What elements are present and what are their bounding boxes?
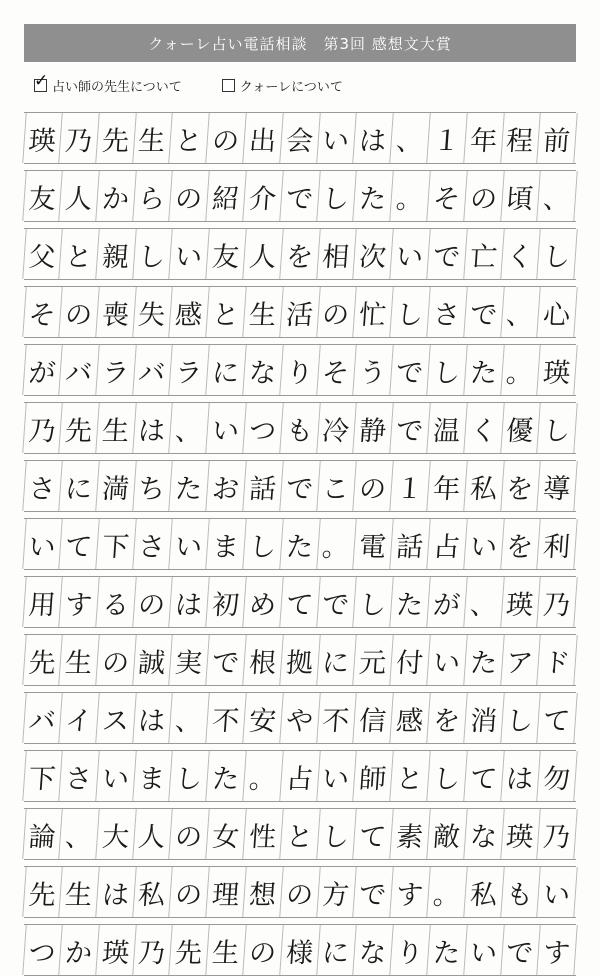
grid-cell: く <box>501 229 541 279</box>
essay-line <box>24 634 576 686</box>
grid-cell: は <box>501 751 541 801</box>
grid-cell: 用 <box>22 577 62 627</box>
grid-cell: の <box>206 113 246 163</box>
grid-cell: い <box>22 519 62 569</box>
grid-cell: は <box>133 693 173 743</box>
grid-cell: と <box>390 751 430 801</box>
grid-cell: な <box>464 809 504 859</box>
grid-cell: い <box>206 403 246 453</box>
grid-cell: で <box>390 403 430 453</box>
grid-cell: 程 <box>501 113 541 163</box>
grid-cell: 占 <box>427 519 467 569</box>
grid-cell: の <box>317 287 357 337</box>
grid-cell: ア <box>501 635 541 685</box>
grid-cell: か <box>59 925 99 975</box>
grid-cell: 、 <box>169 403 209 453</box>
grid-cell: で <box>206 635 246 685</box>
grid-cell: 乃 <box>59 113 99 163</box>
grid-cell: 生 <box>206 925 246 975</box>
grid-cell: 先 <box>59 403 99 453</box>
grid-cell: は <box>353 113 393 163</box>
grid-cell: 実 <box>169 635 209 685</box>
grid-cell: に <box>317 635 357 685</box>
grid-cell: 。 <box>390 171 430 221</box>
grid-cell: を <box>427 693 467 743</box>
grid-cell: 生 <box>59 635 99 685</box>
grid-cell: 先 <box>22 635 62 685</box>
grid-cell: 話 <box>390 519 430 569</box>
grid-cell: の <box>243 925 283 975</box>
grid-cell: と <box>59 229 99 279</box>
grid-cell: １ <box>427 113 467 163</box>
grid-cell: し <box>427 751 467 801</box>
grid-cell: る <box>96 577 136 627</box>
grid-cell: て <box>280 577 320 627</box>
grid-cell: 方 <box>317 867 357 917</box>
grid-cell: 乃 <box>133 925 173 975</box>
grid-cell: 亡 <box>464 229 504 279</box>
grid-cell: 想 <box>243 867 283 917</box>
grid-cell: 。 <box>501 345 541 395</box>
grid-cell: い <box>317 751 357 801</box>
grid-cell: の <box>169 809 209 859</box>
grid-cell: 満 <box>96 461 136 511</box>
grid-cell: で <box>464 287 504 337</box>
option-cuore-label: クォーレについて <box>239 79 343 95</box>
grid-cell: で <box>317 577 357 627</box>
grid-cell: 友 <box>22 171 62 221</box>
grid-cell: い <box>464 519 504 569</box>
grid-cell: 元 <box>353 635 393 685</box>
grid-cell: 瑛 <box>501 809 541 859</box>
grid-cell: 、 <box>169 693 209 743</box>
grid-cell: た <box>427 925 467 975</box>
grid-cell: た <box>353 171 393 221</box>
essay-line <box>24 170 576 222</box>
grid-cell: 生 <box>133 113 173 163</box>
grid-cell: バ <box>133 345 173 395</box>
grid-cell: 瑛 <box>537 345 577 395</box>
grid-cell: 頃 <box>501 171 541 221</box>
grid-cell: 拠 <box>280 635 320 685</box>
grid-cell: 父 <box>22 229 62 279</box>
grid-cell: し <box>243 519 283 569</box>
grid-cell: 不 <box>317 693 357 743</box>
grid-cell: い <box>169 229 209 279</box>
grid-cell: さ <box>59 751 99 801</box>
grid-cell: つ <box>22 925 62 975</box>
grid-cell: 静 <box>353 403 393 453</box>
form-header <box>24 24 576 62</box>
grid-cell: し <box>353 577 393 627</box>
grid-cell: 話 <box>243 461 283 511</box>
grid-cell: た <box>464 345 504 395</box>
grid-cell: 、 <box>501 287 541 337</box>
essay-grid <box>24 112 576 976</box>
grid-cell: 導 <box>537 461 577 511</box>
option-teacher-label: 占い師の先生について <box>52 79 182 95</box>
grid-cell: 安 <box>243 693 283 743</box>
grid-cell: お <box>206 461 246 511</box>
topic-options <box>34 70 574 96</box>
grid-cell: な <box>243 345 283 395</box>
grid-cell: も <box>501 867 541 917</box>
grid-cell: 利 <box>537 519 577 569</box>
grid-cell: 敵 <box>427 809 467 859</box>
grid-cell: 勿 <box>537 751 577 801</box>
grid-cell: し <box>317 809 357 859</box>
grid-cell: 師 <box>353 751 393 801</box>
essay-line <box>24 750 576 802</box>
grid-cell: 人 <box>133 809 173 859</box>
grid-cell: 、 <box>59 809 99 859</box>
grid-cell: 先 <box>96 113 136 163</box>
grid-cell: 私 <box>133 867 173 917</box>
grid-cell: で <box>427 229 467 279</box>
grid-cell: ド <box>537 635 577 685</box>
grid-cell: 次 <box>353 229 393 279</box>
grid-cell: 素 <box>390 809 430 859</box>
grid-cell: め <box>243 577 283 627</box>
essay-line <box>24 228 576 280</box>
grid-cell: の <box>59 287 99 337</box>
grid-cell: り <box>390 925 430 975</box>
grid-cell: で <box>280 171 320 221</box>
grid-cell: １ <box>390 461 430 511</box>
grid-cell: 出 <box>243 113 283 163</box>
grid-cell: 女 <box>206 809 246 859</box>
grid-cell: た <box>464 635 504 685</box>
grid-cell: 論 <box>22 809 62 859</box>
grid-cell: て <box>537 693 577 743</box>
grid-cell: そ <box>427 171 467 221</box>
grid-cell: は <box>169 577 209 627</box>
grid-cell: 、 <box>464 577 504 627</box>
grid-cell: 相 <box>317 229 357 279</box>
grid-cell: で <box>501 925 541 975</box>
grid-cell: 介 <box>243 171 283 221</box>
grid-cell: や <box>280 693 320 743</box>
option-cuore[interactable] <box>222 76 343 95</box>
grid-cell: て <box>59 519 99 569</box>
grid-cell: さ <box>427 287 467 337</box>
grid-cell: が <box>22 345 62 395</box>
grid-cell: な <box>353 925 393 975</box>
option-teacher[interactable] <box>34 70 182 95</box>
grid-cell: の <box>280 867 320 917</box>
grid-cell: の <box>169 171 209 221</box>
grid-cell: 忙 <box>353 287 393 337</box>
grid-cell: て <box>464 751 504 801</box>
grid-cell: に <box>59 461 99 511</box>
grid-cell: ま <box>133 751 173 801</box>
grid-cell: 感 <box>169 287 209 337</box>
grid-cell: 活 <box>280 287 320 337</box>
grid-cell: を <box>501 519 541 569</box>
grid-cell: 下 <box>96 519 136 569</box>
grid-cell: 下 <box>22 751 62 801</box>
grid-cell: 瑛 <box>96 925 136 975</box>
grid-cell: ラ <box>169 345 209 395</box>
grid-cell: 先 <box>169 925 209 975</box>
grid-cell: 紹 <box>206 171 246 221</box>
grid-cell: す <box>537 925 577 975</box>
essay-line <box>24 576 576 628</box>
grid-cell: 冷 <box>317 403 357 453</box>
grid-cell: 。 <box>427 867 467 917</box>
grid-cell: 感 <box>390 693 430 743</box>
grid-cell: で <box>280 461 320 511</box>
grid-cell: の <box>96 635 136 685</box>
grid-cell: 初 <box>206 577 246 627</box>
grid-cell: を <box>280 229 320 279</box>
grid-cell: さ <box>22 461 62 511</box>
grid-cell: 信 <box>353 693 393 743</box>
grid-cell: い <box>390 229 430 279</box>
grid-cell: 、 <box>390 113 430 163</box>
grid-cell: い <box>169 519 209 569</box>
grid-cell: の <box>169 867 209 917</box>
grid-cell: 人 <box>59 171 99 221</box>
grid-cell: ら <box>133 171 173 221</box>
essay-line <box>24 808 576 860</box>
grid-cell: 性 <box>243 809 283 859</box>
grid-cell: い <box>317 113 357 163</box>
grid-cell: 生 <box>96 403 136 453</box>
grid-cell: た <box>206 751 246 801</box>
grid-cell: 優 <box>501 403 541 453</box>
grid-cell: 根 <box>243 635 283 685</box>
grid-cell: 不 <box>206 693 246 743</box>
grid-cell: 生 <box>243 287 283 337</box>
grid-cell: 失 <box>133 287 173 337</box>
grid-cell: ス <box>96 693 136 743</box>
grid-cell: バ <box>59 345 99 395</box>
grid-cell: 消 <box>464 693 504 743</box>
grid-cell: い <box>464 925 504 975</box>
grid-cell: 付 <box>390 635 430 685</box>
checkbox-cuore[interactable] <box>222 79 235 92</box>
grid-cell: つ <box>243 403 283 453</box>
grid-cell: 乃 <box>22 403 62 453</box>
grid-cell: 乃 <box>537 809 577 859</box>
essay-line <box>24 924 576 976</box>
grid-cell: い <box>427 635 467 685</box>
grid-cell: ラ <box>96 345 136 395</box>
grid-cell: と <box>206 287 246 337</box>
grid-cell: 誠 <box>133 635 173 685</box>
grid-cell: し <box>537 229 577 279</box>
grid-cell: の <box>464 171 504 221</box>
grid-cell: 理 <box>206 867 246 917</box>
grid-cell: を <box>501 461 541 511</box>
grid-cell: 親 <box>96 229 136 279</box>
grid-cell: さ <box>133 519 173 569</box>
grid-cell: 前 <box>537 113 577 163</box>
grid-cell: り <box>280 345 320 395</box>
grid-cell: に <box>206 345 246 395</box>
grid-cell: し <box>169 751 209 801</box>
grid-cell: 心 <box>537 287 577 337</box>
grid-cell: と <box>280 809 320 859</box>
essay-line <box>24 866 576 918</box>
grid-cell: の <box>133 577 173 627</box>
grid-cell: し <box>537 403 577 453</box>
essay-line <box>24 286 576 338</box>
grid-cell: 大 <box>96 809 136 859</box>
essay-line <box>24 692 576 744</box>
grid-cell: イ <box>59 693 99 743</box>
grid-cell: 。 <box>317 519 357 569</box>
grid-cell: 生 <box>59 867 99 917</box>
grid-cell: 。 <box>243 751 283 801</box>
grid-cell: で <box>353 867 393 917</box>
grid-cell: 瑛 <box>501 577 541 627</box>
grid-cell: 、 <box>537 171 577 221</box>
grid-cell: た <box>169 461 209 511</box>
essay-line <box>24 112 576 164</box>
grid-cell: 会 <box>280 113 320 163</box>
form-title: クォーレ占い電話相談 第3回 感想文大賞 <box>148 34 452 53</box>
grid-cell: 喪 <box>96 287 136 337</box>
grid-cell: 私 <box>464 461 504 511</box>
checkmark-icon: ✓ <box>34 70 49 91</box>
grid-cell: く <box>464 403 504 453</box>
grid-cell: 友 <box>206 229 246 279</box>
grid-cell: バ <box>22 693 62 743</box>
grid-cell: 私 <box>464 867 504 917</box>
grid-cell: も <box>280 403 320 453</box>
grid-cell: 年 <box>427 461 467 511</box>
grid-cell: い <box>537 867 577 917</box>
grid-cell: し <box>501 693 541 743</box>
grid-cell: ま <box>206 519 246 569</box>
grid-cell: す <box>390 867 430 917</box>
grid-cell: 占 <box>280 751 320 801</box>
grid-cell: 温 <box>427 403 467 453</box>
grid-cell: 人 <box>243 229 283 279</box>
grid-cell: は <box>133 403 173 453</box>
grid-cell: し <box>427 345 467 395</box>
grid-cell: か <box>96 171 136 221</box>
grid-cell: こ <box>317 461 357 511</box>
grid-cell: う <box>353 345 393 395</box>
essay-line <box>24 460 576 512</box>
grid-cell: し <box>317 171 357 221</box>
essay-line <box>24 402 576 454</box>
grid-cell: 乃 <box>537 577 577 627</box>
grid-cell: た <box>390 577 430 627</box>
grid-cell: に <box>317 925 357 975</box>
grid-cell: 年 <box>464 113 504 163</box>
grid-cell: し <box>390 287 430 337</box>
essay-line <box>24 518 576 570</box>
grid-cell: 先 <box>22 867 62 917</box>
grid-cell: い <box>96 751 136 801</box>
grid-cell: 電 <box>353 519 393 569</box>
grid-cell: た <box>280 519 320 569</box>
grid-cell: は <box>96 867 136 917</box>
grid-cell: す <box>59 577 99 627</box>
essay-line <box>24 344 576 396</box>
grid-cell: で <box>390 345 430 395</box>
grid-cell: 様 <box>280 925 320 975</box>
grid-cell: 瑛 <box>22 113 62 163</box>
checkbox-teacher[interactable] <box>34 70 49 92</box>
grid-cell: が <box>427 577 467 627</box>
grid-cell: そ <box>317 345 357 395</box>
grid-cell: の <box>353 461 393 511</box>
grid-cell: て <box>353 809 393 859</box>
grid-cell: し <box>133 229 173 279</box>
grid-cell: と <box>169 113 209 163</box>
grid-cell: ち <box>133 461 173 511</box>
grid-cell: そ <box>22 287 62 337</box>
